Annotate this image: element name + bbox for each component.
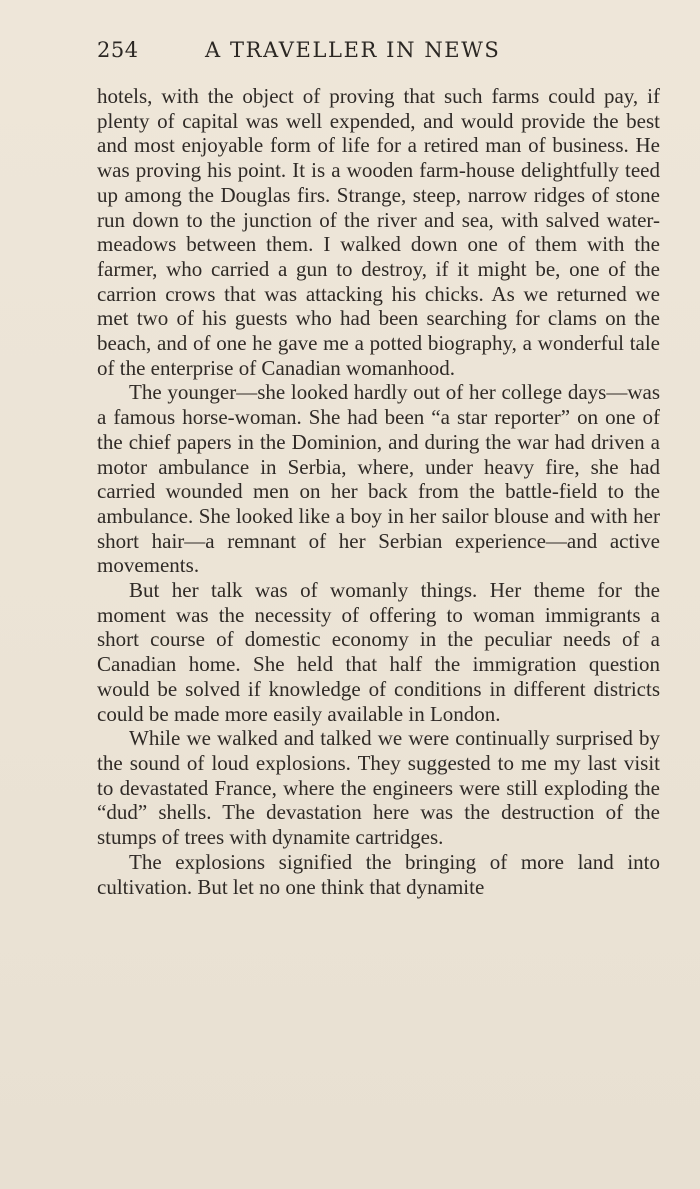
paragraph: The explosions signified the bringing of more land into cultivation. But let no one think that dynamite <box>97 849 660 899</box>
running-title: A TRAVELLER IN NEWS <box>205 38 501 62</box>
body-text <box>97 84 660 899</box>
page-number: 254 <box>97 38 139 62</box>
paragraph: While we walked and talked we were continually surprised by the sound of loud explosions. They suggested to me my last visit to devastated France, where the engineers were still exploding the “dud” shells. The devastation here was the destruction of the stumps of trees with dynamite cartridges. <box>97 726 660 850</box>
page-header <box>97 38 567 68</box>
paragraph: The younger—she looked hardly out of her college days—was a famous horse-woman. She had been “a star reporter” on one of the chief papers in the Dominion, and during the war had driven a motor ambulance in Serbia, where, under heavy fire, she had carried wounded men on her back from the battle-field to the ambulance. She looked like a boy in her sailor blouse and with her short hair—a remnant of her Serbian experience—and active movements. <box>97 380 660 578</box>
paragraph: But her talk was of womanly things. Her theme for the moment was the necessity of offering to woman immigrants a short course of domestic economy in the peculiar needs of a Canadian home. She held that half the immigration question would be solved if knowledge of conditions in different districts could be made more easily available in London. <box>97 578 660 726</box>
paragraph-continued: hotels, with the object of proving that such farms could pay, if plenty of capital was well expended, and would provide the best and most enjoyable form of life for a retired man of business. He was proving his point. It is a wooden farm-house delightfully teed up among the Douglas firs. Strange, steep, narrow ridges of stone run down to the junction of the river and sea, with salved water-meadows between them. I walked down one of them with the farmer, who carried a gun to destroy, if it might be, one of the carrion crows that was attacking his chicks. As we returned we met two of his guests who had been searching for clams on the beach, and of one he gave me a potted biography, a wonderful tale of the enterprise of Canadian womanhood. <box>97 84 660 380</box>
